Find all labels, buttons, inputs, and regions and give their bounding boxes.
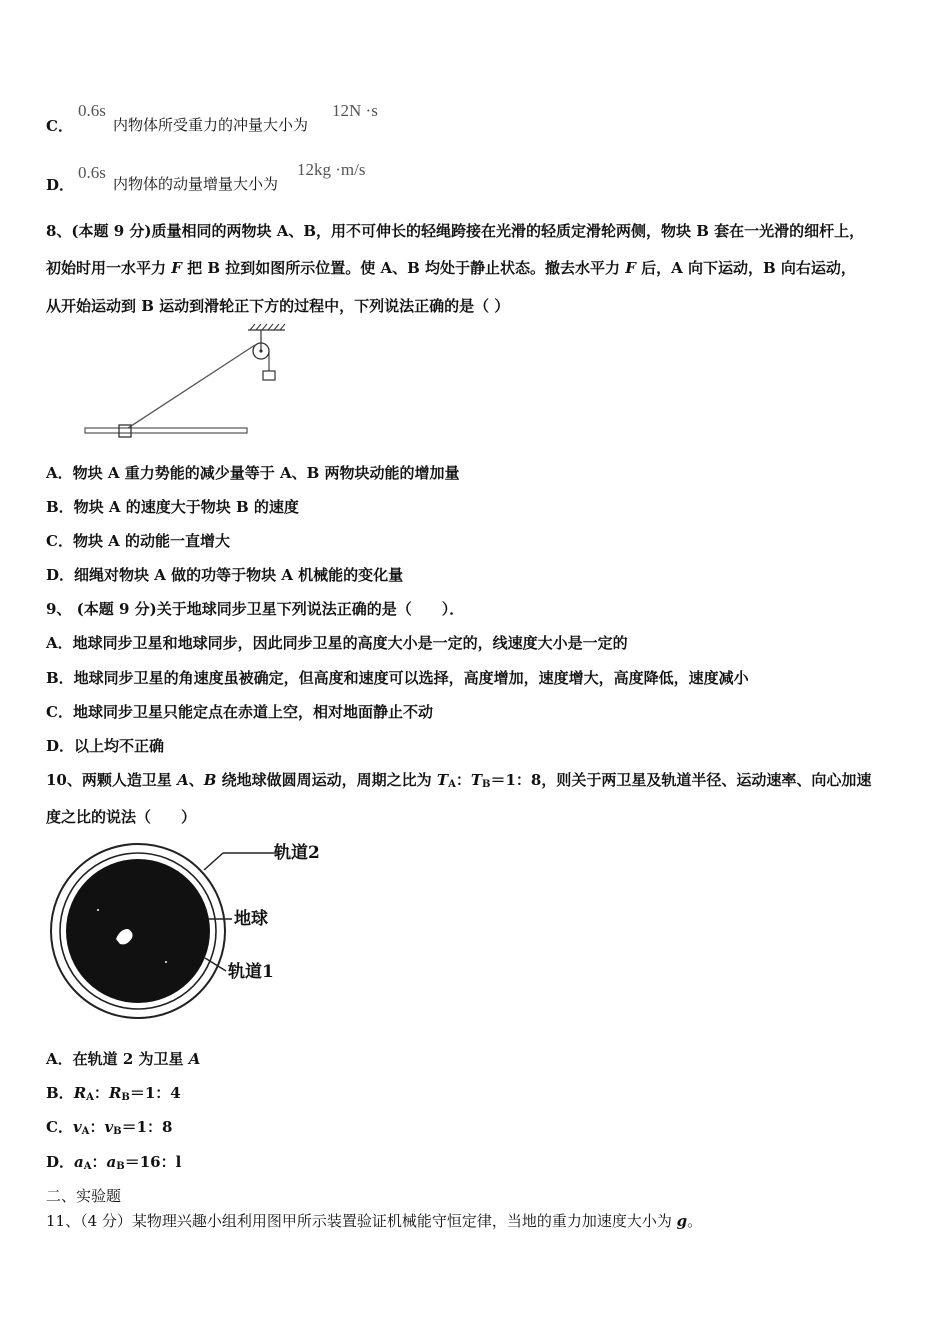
- section-heading: 二、实验题: [46, 1187, 122, 1205]
- label-orbit-2: 轨道2: [274, 843, 320, 863]
- option-d-value: 12kg ·m/s: [297, 160, 366, 179]
- label-orbit-1: 轨道1: [228, 962, 274, 982]
- q10-stem-line1: 10、两颗人造卫星 A、B 绕地球做圆周运动，周期之比为 $T_A$：$T_B=1$：8，则关于两卫星及轨道半径、运动速率、向心加速: [46, 771, 872, 790]
- q11-stem: 11、（4 分）某物理兴趣小组利用图甲所示装置验证机械能守恒定律，当地的重力加速度大小为 g。: [46, 1212, 703, 1230]
- orbit2-leader: [204, 853, 223, 870]
- option-c-text: 内物体所受重力的冲量大小为: [113, 116, 309, 134]
- option-c-letter: C．: [46, 117, 73, 135]
- rope-to-b: [125, 345, 255, 430]
- block-a: [263, 371, 275, 380]
- q9-option-d: D．以上均不正确: [46, 737, 165, 755]
- q8-option-a: A．物块 A 重力势能的减少量等于 A、B 两物块动能的增加量: [46, 464, 460, 482]
- q10-option-c: C．$v_A$：$v_B=1$：8: [46, 1118, 173, 1137]
- q10-option-b: B．$R_A$：$R_B=1$：4: [46, 1084, 181, 1103]
- option-c-time: 0.6s: [78, 101, 106, 120]
- option-c-value: 12N ·s: [332, 101, 378, 120]
- q10-orbit-diagram: [48, 840, 338, 1040]
- earth: [66, 859, 210, 1003]
- q9-option-b: B．地球同步卫星的角速度虽被确定，但高度和速度可以选择，高度增加，速度增大，高度降低，速度减小: [46, 669, 749, 687]
- q8-stem-line2: 初始时用一水平力 F 把 B 拉到如图所示位置。使 A、B 均处于静止状态。撤去水平力 F 后，A 向下运动，B 向右运动，: [46, 259, 856, 277]
- q8-option-b: B．物块 A 的速度大于物块 B 的速度: [46, 498, 299, 516]
- q9-option-c: C．地球同步卫星只能定点在赤道上空，相对地面静止不动: [46, 703, 433, 721]
- option-d-time: 0.6s: [78, 163, 106, 182]
- q9-stem: 9、 (本题 9 分)关于地球同步卫星下列说法正确的是（ ）．: [46, 600, 465, 618]
- label-earth: 地球: [234, 909, 268, 929]
- q10-stem-line2: 度之比的说法（ ）: [46, 808, 197, 826]
- pulley-axle: [259, 349, 262, 352]
- q8-stem-line1: 8、(本题 9 分)质量相同的两物块 A、B，用不可伸长的轻绳跨接在光滑的轻质定滑轮两侧，物块 B 套在一光滑的细杆上，: [46, 222, 865, 240]
- q8-stem-line3: 从开始运动到 B 运动到滑轮正下方的过程中，下列说法正确的是（ ）: [46, 297, 510, 315]
- horizontal-rod: [85, 428, 247, 433]
- q8-pulley-diagram: [80, 320, 320, 445]
- option-d-letter: D．: [46, 176, 75, 194]
- q8-option-d: D．细绳对物块 A 做的功等于物块 A 机械能的变化量: [46, 566, 404, 584]
- ceiling-hatch: [250, 324, 285, 330]
- q9-option-a: A．地球同步卫星和地球同步，因此同步卫星的高度大小是一定的，线速度大小是一定的: [46, 634, 628, 652]
- q10-option-a: A．在轨道 2 为卫星 A: [46, 1050, 201, 1068]
- q8-option-c: C．物块 A 的动能一直增大: [46, 532, 231, 550]
- q10-option-d: D．$a_A$：$a_B=16$：l: [46, 1153, 182, 1172]
- option-d-text: 内物体的动量增量大小为: [113, 175, 279, 193]
